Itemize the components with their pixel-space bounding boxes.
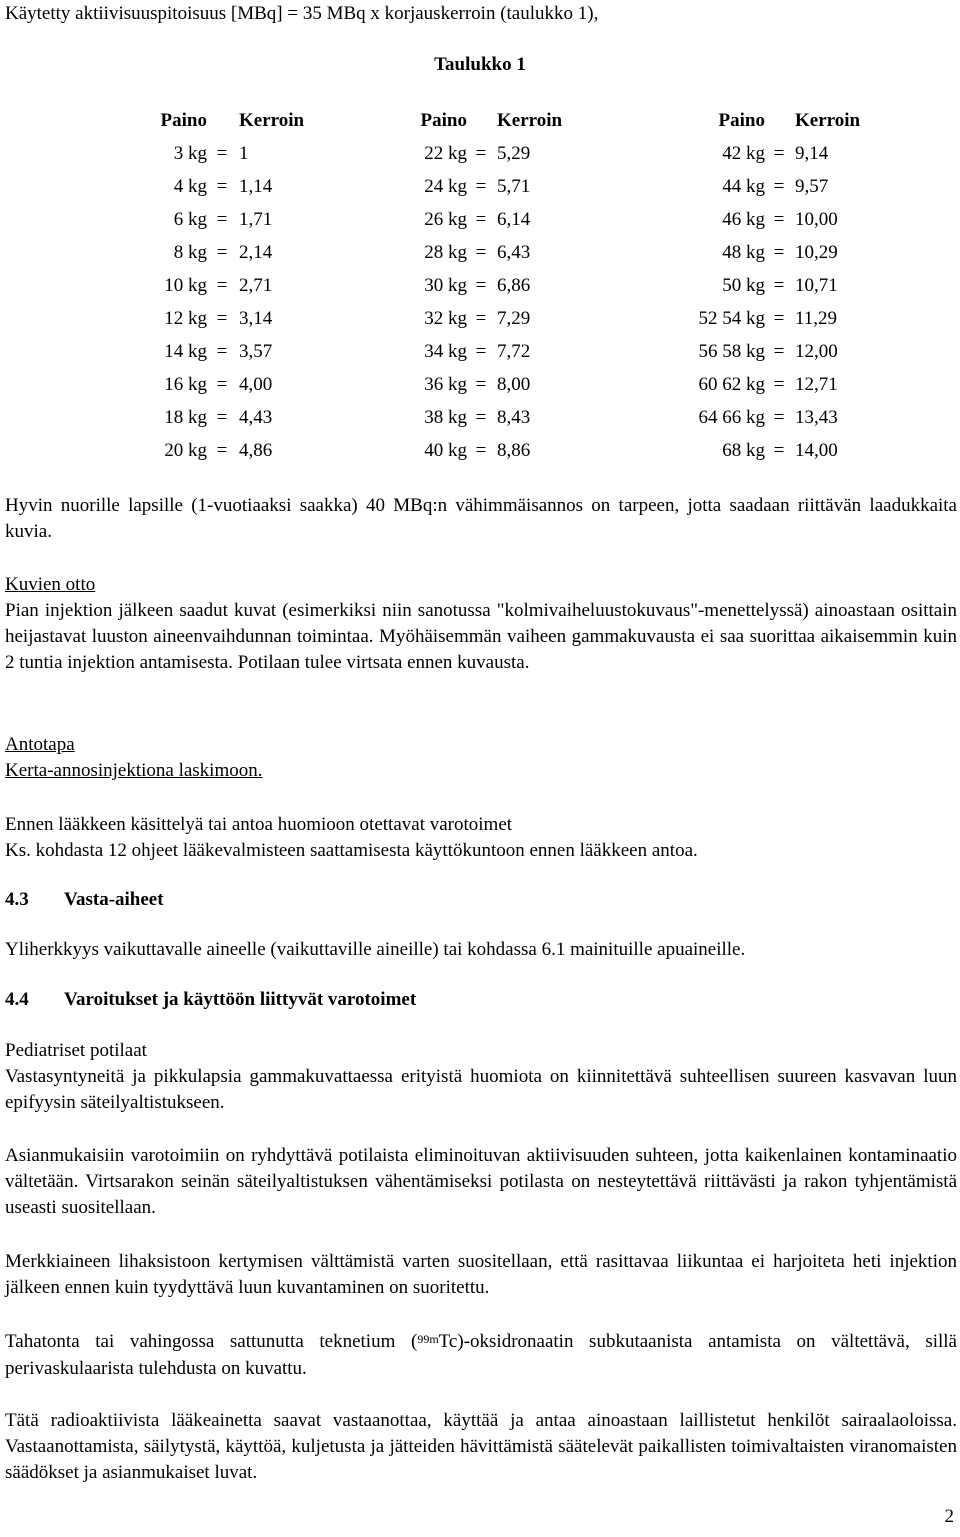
imaging-heading: Kuvien otto [5, 574, 96, 595]
equals-sign: = [475, 208, 487, 230]
table-row [0, 137, 953, 170]
weight-cell: 68 kg [722, 439, 765, 461]
table-row [0, 434, 953, 467]
factor-cell: 12,71 [795, 373, 838, 395]
weight-cell: 36 kg [424, 373, 467, 395]
weight-cell: 52 54 kg [698, 307, 765, 329]
table-caption: Taulukko 1 [434, 54, 526, 75]
factor-cell: 8,00 [497, 373, 531, 395]
equals-sign: = [216, 406, 228, 428]
table-row [0, 203, 953, 236]
factor-cell: 7,72 [497, 340, 531, 362]
weight-cell: 16 kg [164, 373, 207, 395]
administration-text: Kerta-annosinjektiona laskimoon. [5, 760, 263, 781]
table-row [0, 368, 953, 401]
equals-sign: = [773, 142, 785, 164]
weight-cell: 10 kg [164, 274, 207, 296]
contraindications-text: Yliherkkyys vaikuttavalle aineelle (vaikuttaville aineille) tai kohdassa 6.1 mainituille apuaineille. [5, 939, 746, 960]
table-row [0, 236, 953, 269]
factor-cell: 10,00 [795, 208, 838, 230]
equals-sign: = [216, 208, 228, 230]
header-factor: Kerroin [497, 109, 563, 131]
weight-cell: 32 kg [424, 307, 467, 329]
equals-sign: = [216, 274, 228, 296]
handling-text: Ks. kohdasta 12 ohjeet lääkevalmisteen saattamisesta käyttökuntoon ennen lääkkeen antoa. [5, 840, 698, 861]
table-header-row [0, 104, 953, 137]
table-row [0, 335, 953, 368]
weight-cell: 20 kg [164, 439, 207, 461]
factor-cell: 2,71 [239, 274, 273, 296]
equals-sign: = [773, 175, 785, 197]
equals-sign: = [773, 274, 785, 296]
weight-cell: 4 kg [173, 175, 207, 197]
page-number: 2 [944, 1506, 954, 1527]
equals-sign: = [773, 307, 785, 329]
equals-sign: = [475, 373, 487, 395]
weight-cell: 38 kg [424, 406, 467, 428]
weight-cell: 3 kg [173, 142, 207, 164]
factor-cell: 7,29 [497, 307, 531, 329]
administration-heading: Antotapa [5, 734, 75, 755]
licensed-use-paragraph: Tätä radioaktiivista lääkeainetta saavat vastaanottaa, käyttää ja antaa ainoastaan laillistetut henkilöt sairaalaoloissa. Vastaanottamista, säilytystä, käyttöä, kuljetusta ja jätteiden hävittämistä säätelevät paikallisten toimivaltaisten viranomaisten säädökset ja asianmukaiset luvat. [5, 1410, 957, 1483]
weight-cell: 12 kg [164, 307, 207, 329]
section-4-3-title: Vasta-aiheet [64, 889, 164, 910]
section-4-3-number: 4.3 [5, 889, 29, 910]
factor-cell: 10,71 [795, 274, 838, 296]
equals-sign: = [475, 439, 487, 461]
factor-cell: 9,14 [795, 142, 829, 164]
equals-sign: = [773, 439, 785, 461]
intro-line: Käytetty aktiivisuuspitoisuus [MBq] = 35 MBq x korjauskerroin (taulukko 1), [5, 3, 599, 24]
table-row [0, 302, 953, 335]
factor-cell: 4,00 [239, 373, 273, 395]
equals-sign: = [475, 142, 487, 164]
table-row [0, 401, 953, 434]
equals-sign: = [475, 241, 487, 263]
weight-cell: 42 kg [722, 142, 765, 164]
header-factor: Kerroin [239, 109, 305, 131]
equals-sign: = [216, 439, 228, 461]
header-weight: Paino [420, 109, 467, 131]
weight-cell: 50 kg [722, 274, 765, 296]
header-weight: Paino [160, 109, 207, 131]
factor-cell: 8,86 [497, 439, 531, 461]
table-row [0, 269, 953, 302]
weight-cell: 8 kg [173, 241, 207, 263]
extravasation-after: Tc)-oksidronaatin subkutaanista antamista on vältettävä, sillä perivaskulaarista tulehdusta on kuvattu. [5, 1331, 957, 1379]
section-4-4-title: Varoitukset ja käyttöön liittyvät varotoimet [64, 989, 417, 1010]
factor-cell: 5,29 [497, 142, 531, 164]
equals-sign: = [216, 142, 228, 164]
factor-cell: 5,71 [497, 175, 531, 197]
equals-sign: = [773, 241, 785, 263]
imaging-text: Pian injektion jälkeen saadut kuvat (esimerkiksi niin sanotussa "kolmivaiheluustokuvaus"-menettelyssä) ainoastaan osittain heijastavat luuston aineenvaihdunnan toimintaa. Myöhäisemmän vaiheen gammakuvausta ei saa suorittaa aikaisemmin kuin 2 tuntia injektion antamisesta. Potilaan tulee virtsata ennen kuvausta. [5, 600, 957, 673]
header-weight: Paino [718, 109, 765, 131]
factor-cell: 14,00 [795, 439, 838, 461]
factor-cell: 1 [239, 142, 249, 164]
header-spacer [207, 104, 237, 137]
weight-cell: 6 kg [173, 208, 207, 230]
equals-sign: = [216, 340, 228, 362]
equals-sign: = [475, 274, 487, 296]
weight-cell: 64 66 kg [698, 406, 765, 428]
equals-sign: = [773, 406, 785, 428]
factor-cell: 11,29 [795, 307, 838, 329]
weight-cell: 60 62 kg [698, 373, 765, 395]
factor-cell: 6,43 [497, 241, 531, 263]
infants-note: Hyvin nuorille lapsille (1-vuotiaaksi saakka) 40 MBq:n vähimmäisannos on tarpeen, jotta saadaan riittävän laadukkaita kuvia. [5, 495, 957, 542]
factor-cell: 6,14 [497, 208, 531, 230]
pediatric-heading: Pediatriset potilaat [5, 1040, 147, 1061]
equals-sign: = [216, 373, 228, 395]
factor-cell: 9,57 [795, 175, 829, 197]
weight-cell: 34 kg [424, 340, 467, 362]
section-4-4-number: 4.4 [5, 989, 29, 1010]
weight-cell: 18 kg [164, 406, 207, 428]
activity-paragraph: Asianmukaisiin varotoimiin on ryhdyttävä potilaista eliminoituvan aktiivisuuden suhteen, jotta kaikenlainen kontaminaatio vältetään. Virtsarakon seinän säteilyaltistuksen vähentämiseksi potilasta on nesteytettävä riittävästi ja rakon tyhjentämistä useasti suositellaan. [5, 1145, 957, 1218]
factor-cell: 10,29 [795, 241, 838, 263]
equals-sign: = [216, 175, 228, 197]
muscle-paragraph: Merkkiaineen lihaksistoon kertymisen välttämistä varten suositellaan, että rasittavaa liikuntaa ei harjoiteta heti injektion jälkeen ennen kuin tyydyttävä luun kuvantaminen on suoritettu. [5, 1251, 957, 1298]
section-4-3-heading [5, 887, 957, 913]
header-spacer [765, 104, 793, 137]
weight-cell: 28 kg [424, 241, 467, 263]
factor-cell: 13,43 [795, 406, 838, 428]
extravasation-paragraph [5, 1329, 957, 1382]
equals-sign: = [475, 340, 487, 362]
factor-cell: 8,43 [497, 406, 531, 428]
equals-sign: = [773, 208, 785, 230]
weight-cell: 46 kg [722, 208, 765, 230]
weight-cell: 44 kg [722, 175, 765, 197]
factor-cell: 6,86 [497, 274, 531, 296]
equals-sign: = [773, 340, 785, 362]
factor-cell: 4,86 [239, 439, 273, 461]
factor-cell: 4,43 [239, 406, 273, 428]
factor-cell: 2,14 [239, 241, 273, 263]
factor-cell: 1,14 [239, 175, 273, 197]
equals-sign: = [475, 406, 487, 428]
weight-cell: 14 kg [164, 340, 207, 362]
equals-sign: = [475, 307, 487, 329]
weight-cell: 48 kg [722, 241, 765, 263]
section-4-4-heading [5, 987, 957, 1013]
isotope-superscript: 99m [417, 1332, 439, 1346]
equals-sign: = [773, 373, 785, 395]
header-spacer [467, 104, 495, 137]
factor-cell: 12,00 [795, 340, 838, 362]
factor-cell: 1,71 [239, 208, 273, 230]
extravasation-before: Tahatonta tai vahingossa sattunutta teknetium ( [5, 1331, 418, 1352]
pediatric-text: Vastasyntyneitä ja pikkulapsia gammakuvattaessa erityistä huomiota on kiinnitettävä suhteellisen suureen kasvavan luun epifyysin säteilyaltistukseen. [5, 1066, 957, 1113]
weight-cell: 30 kg [424, 274, 467, 296]
equals-sign: = [216, 307, 228, 329]
handling-title: Ennen lääkkeen käsittelyä tai antoa huomioon otettavat varotoimet [5, 814, 513, 835]
weight-cell: 56 58 kg [698, 340, 765, 362]
table-row [0, 170, 953, 203]
equals-sign: = [475, 175, 487, 197]
weight-cell: 22 kg [424, 142, 467, 164]
weight-cell: 26 kg [424, 208, 467, 230]
header-factor: Kerroin [795, 109, 861, 131]
weight-factor-table [0, 104, 953, 467]
factor-cell: 3,57 [239, 340, 273, 362]
equals-sign: = [216, 241, 228, 263]
factor-cell: 3,14 [239, 307, 273, 329]
weight-cell: 40 kg [424, 439, 467, 461]
weight-cell: 24 kg [424, 175, 467, 197]
